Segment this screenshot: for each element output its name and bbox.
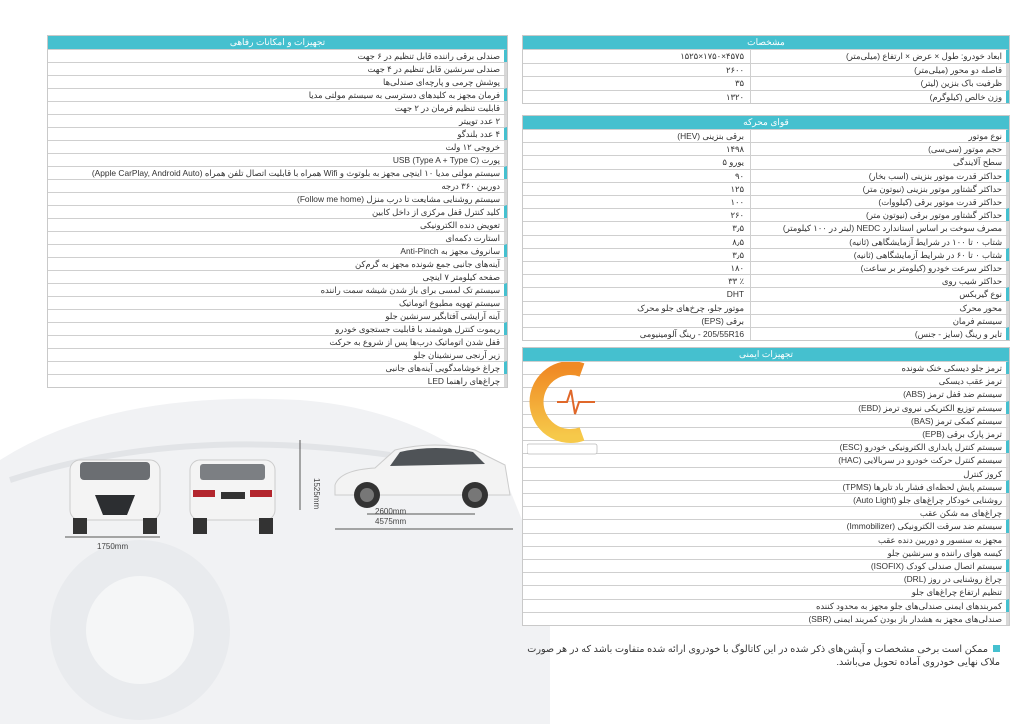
comfort-row bbox=[48, 75, 507, 88]
row-value: برقی بنزینی (HEV) bbox=[523, 130, 751, 142]
engine-row bbox=[523, 129, 1009, 142]
comfort-row bbox=[48, 140, 507, 153]
comfort-row bbox=[48, 101, 507, 114]
row-value: ۳٫۵ bbox=[523, 249, 751, 261]
row-label: شتاب ۰ تا ۶۰ در شرایط آزمایشگاهی (ثانیه) bbox=[853, 249, 1002, 260]
row-label: دوربین ۳۶۰ درجه bbox=[441, 181, 500, 191]
safety-title: تجهیزات ایمنی bbox=[523, 348, 1009, 361]
row-label: روشنایی خودکار چراغ‌های جلو (Auto Light) bbox=[853, 495, 1002, 506]
row-label: تنظیم ارتفاع چراغ‌های جلو bbox=[911, 587, 1002, 598]
width-dimension: 1750mm bbox=[97, 542, 129, 551]
safety-row bbox=[523, 480, 1009, 493]
disclaimer-text: ممکن است برخی مشخصات و آپشن‌های ذکر شده در این کاتالوگ با خودروی ارائه شده متفاوت باشد که در هر صورت ملاک نهایی خودروی آماده تحویل می‌باشد. bbox=[527, 644, 1000, 668]
row-label: چراغ روشنایی در روز (DRL) bbox=[903, 574, 1002, 585]
row-label: کمربندهای ایمنی صندلی‌های جلو مجهز به محدود کننده bbox=[816, 600, 1002, 611]
row-label: ابعاد خودرو: طول × عرض × ارتفاع (میلی‌متر) bbox=[846, 51, 1002, 61]
car-front-view bbox=[65, 460, 160, 537]
comfort-row bbox=[48, 166, 507, 179]
row-label: سیستم پایش لحظه‌ای فشار باد تایرها (TPMS) bbox=[842, 481, 1002, 492]
engine-row bbox=[523, 314, 1009, 327]
row-label: پورت USB (Type A + Type C) bbox=[392, 155, 500, 165]
row-label: محور محرک bbox=[959, 302, 1002, 313]
row-label: کلید کنترل قفل مرکزی از داخل کابین bbox=[372, 207, 500, 217]
row-label: صندلی‌های مجهز به هشدار باز بودن کمربند ایمنی (SBR) bbox=[808, 613, 1002, 624]
row-label: حداکثر قدرت موتور برقی (کیلووات) bbox=[878, 197, 1002, 208]
engine-row bbox=[523, 261, 1009, 274]
row-label: حداکثر گشتاور موتور بنزینی (نیوتون متر) bbox=[862, 183, 1002, 194]
comfort-row bbox=[48, 62, 507, 75]
engine-table bbox=[522, 115, 1010, 341]
row-label: حداکثر گشتاور موتور برقی (نیوتون متر) bbox=[866, 210, 1002, 221]
specs-row bbox=[523, 90, 1009, 104]
safety-row bbox=[523, 467, 1009, 480]
row-label: ظرفیت باک بنزین (لیتر) bbox=[920, 78, 1002, 88]
row-value: ۳٫۵ bbox=[523, 222, 751, 234]
comfort-row bbox=[48, 374, 507, 387]
comfort-row bbox=[48, 153, 507, 166]
height-dimension: 1525mm bbox=[312, 478, 321, 510]
engine-title: قوای محرکه bbox=[523, 116, 1009, 129]
row-label: ترمز پارک برقی (EPB) bbox=[922, 429, 1002, 440]
safety-row bbox=[523, 599, 1009, 612]
engine-row bbox=[523, 195, 1009, 208]
specs-row bbox=[523, 49, 1009, 63]
row-label: سیستم تک لمسی برای باز شدن شیشه سمت راننده bbox=[320, 285, 500, 295]
row-label: سیستم مولتی مدیا ۱۰ اینچی مجهز به بلوتوث و Wifi همراه با قابلیت اتصال تلفن همراه (Apple CarPlay, Android Auto) bbox=[91, 168, 500, 178]
comfort-row bbox=[48, 335, 507, 348]
engine-row bbox=[523, 301, 1009, 314]
row-label: سیستم اتصال صندلی کودک (ISOFIX) bbox=[870, 561, 1002, 572]
engine-row bbox=[523, 182, 1009, 195]
row-value: ۱۴۹۸ bbox=[523, 143, 751, 155]
comfort-row bbox=[48, 88, 507, 101]
row-label: ۲ عدد توییتر bbox=[459, 116, 500, 126]
row-label: تعویض دنده الکترونیکی bbox=[420, 220, 500, 230]
comfort-row bbox=[48, 231, 507, 244]
engine-row bbox=[523, 248, 1009, 261]
comfort-row bbox=[48, 114, 507, 127]
comfort-row bbox=[48, 192, 507, 205]
row-label: مجهز به سنسور و دوربین دنده عقب bbox=[878, 534, 1002, 545]
safety-row bbox=[523, 519, 1009, 532]
row-label: پوشش چرمی و پارچه‌ای صندلی‌ها bbox=[383, 77, 500, 87]
row-label: سیستم فرمان bbox=[952, 315, 1002, 326]
row-label: چراغ‌های راهنما LED bbox=[427, 376, 500, 386]
wheelbase-dimension: 2600mm bbox=[375, 507, 407, 516]
row-label: سیستم کنترل پایداری الکترونیکی خودرو (ESC) bbox=[839, 442, 1002, 453]
row-value: ۱۳۲۰ bbox=[523, 91, 751, 104]
row-value: ۲۶۰۰ bbox=[523, 64, 751, 77]
row-label: حداکثر سرعت خودرو (کیلومتر بر ساعت) bbox=[860, 263, 1002, 274]
row-value: ۳۵ bbox=[523, 77, 751, 90]
safety-row bbox=[523, 572, 1009, 585]
car-side-view bbox=[335, 445, 513, 529]
row-label: تایر و رینگ (سایز - جنس) bbox=[914, 329, 1002, 340]
safety-row bbox=[523, 559, 1009, 572]
length-dimension: 4575mm bbox=[375, 517, 407, 526]
comfort-row bbox=[48, 179, 507, 192]
safety-row bbox=[523, 612, 1009, 625]
row-label: سیستم ضد قفل ترمز (ABS) bbox=[903, 389, 1002, 400]
safety-row bbox=[523, 585, 1009, 598]
comfort-row bbox=[48, 283, 507, 296]
row-label: چراغ‌های مه شکن عقب bbox=[919, 508, 1002, 519]
row-label: مصرف سوخت بر اساس استاندارد NEDC (لیتر در ۱۰۰ کیلومتر) bbox=[782, 223, 1002, 234]
specs-row bbox=[523, 76, 1009, 90]
comfort-row bbox=[48, 244, 507, 257]
row-label: کروز کنترل bbox=[963, 468, 1002, 479]
logo-icon bbox=[527, 362, 607, 458]
comfort-row bbox=[48, 296, 507, 309]
engine-row bbox=[523, 235, 1009, 248]
row-label: صندلی سرنشین قابل تنظیم در ۴ جهت bbox=[367, 64, 500, 74]
bullet-square-icon bbox=[993, 645, 1000, 652]
row-label: خروجی ۱۲ ولت bbox=[445, 142, 500, 152]
row-value: ۸٫۵ bbox=[523, 236, 751, 248]
row-label: سیستم ضد سرقت الکترونیکی (Immobilizer) bbox=[846, 521, 1002, 532]
engine-row bbox=[523, 169, 1009, 182]
comfort-row bbox=[48, 309, 507, 322]
row-label: فرمان مجهز به کلیدهای دسترسی به سیستم مولتی مدیا bbox=[308, 90, 500, 100]
row-value: موتور جلو، چرخ‌های جلو محرک bbox=[523, 302, 751, 314]
engine-row bbox=[523, 142, 1009, 155]
comfort-row bbox=[48, 127, 507, 140]
row-value: ۱۲۵ bbox=[523, 183, 751, 195]
row-label: سیستم توزیع الکتریکی نیروی ترمز (EBD) bbox=[858, 402, 1002, 413]
row-label: سیستم کمکی ترمز (BAS) bbox=[911, 415, 1002, 426]
comfort-row bbox=[48, 270, 507, 283]
row-label: حداکثر قدرت موتور بنزینی (اسب بخار) bbox=[868, 170, 1002, 181]
row-label: صندلی برقی راننده قابل تنظیم در ۶ جهت bbox=[357, 51, 500, 61]
row-label: شتاب ۰ تا ۱۰۰ در شرایط آزمایشگاهی (ثانیه) bbox=[849, 236, 1002, 247]
comfort-row bbox=[48, 205, 507, 218]
row-label: ریموت کنترل هوشمند با قابلیت جستجوی خودرو bbox=[335, 324, 500, 334]
car-rear-view bbox=[190, 440, 300, 534]
row-label: حداکثر شیب روی bbox=[941, 276, 1002, 287]
engine-row bbox=[523, 208, 1009, 221]
engine-row bbox=[523, 274, 1009, 287]
row-label: سیستم تهویه مطبوع اتوماتیک bbox=[398, 298, 500, 308]
row-label: وزن خالص (کیلوگرم) bbox=[929, 91, 1002, 102]
safety-row bbox=[523, 493, 1009, 506]
row-label: نوع موتور bbox=[968, 131, 1002, 141]
row-label: ۴ عدد بلندگو bbox=[457, 129, 500, 139]
row-value: ۲۶۰ bbox=[523, 209, 751, 221]
specs-table bbox=[522, 35, 1010, 104]
row-label: فاصله دو محور (میلی‌متر) bbox=[914, 64, 1002, 75]
row-label: آینه‌های جانبی جمع شونده مجهز به گرم‌کن bbox=[354, 259, 500, 269]
row-label: استارت دکمه‌ای bbox=[445, 233, 500, 243]
row-value: ۱۰۰ bbox=[523, 196, 751, 208]
row-label: حجم موتور (سی‌سی) bbox=[928, 144, 1002, 155]
row-label: قابلیت تنظیم فرمان در ۲ جهت bbox=[394, 103, 500, 113]
row-label: سیستم روشنایی مشایعت تا درب منزل (Follow me home) bbox=[297, 194, 500, 204]
row-label: ترمز جلو دیسکی خنک شونده bbox=[901, 363, 1002, 373]
engine-row bbox=[523, 155, 1009, 168]
row-label: صفحه کیلومتر ۷ اینچی bbox=[422, 272, 500, 282]
disclaimer-note bbox=[525, 643, 1000, 669]
comfort-row bbox=[48, 322, 507, 335]
safety-row bbox=[523, 506, 1009, 519]
row-label: نوع گیربکس bbox=[959, 289, 1002, 300]
comfort-table bbox=[47, 35, 508, 388]
row-label: زیر آرنجی سرنشینان جلو bbox=[413, 350, 500, 360]
row-value: ٪ ۳۳ bbox=[523, 275, 751, 287]
row-value: ۴۵۷۵×۱۷۵۰×۱۵۲۵ bbox=[523, 50, 751, 63]
row-label: سیستم کنترل حرکت خودرو در سربالایی (HAC) bbox=[838, 455, 1002, 466]
comfort-title: تجهیزات و امکانات رفاهی bbox=[48, 36, 507, 49]
row-value: ۹۰ bbox=[523, 170, 751, 182]
specs-title: مشخصات bbox=[523, 36, 1009, 49]
row-value: برقی (EPS) bbox=[523, 315, 751, 327]
row-label: چراغ خوشامدگویی آینه‌های جانبی bbox=[385, 363, 500, 373]
row-value: DHT bbox=[523, 288, 751, 300]
comfort-row bbox=[48, 361, 507, 374]
comfort-row bbox=[48, 49, 507, 62]
comfort-row bbox=[48, 218, 507, 231]
engine-row bbox=[523, 327, 1009, 340]
comfort-row bbox=[48, 257, 507, 270]
safety-row bbox=[523, 546, 1009, 559]
row-label: سانروف مجهز به Anti-Pinch bbox=[400, 246, 500, 256]
row-label: آینه آرایشی آفتابگیر سرنشین جلو bbox=[385, 311, 500, 321]
row-value: ۱۸۰ bbox=[523, 262, 751, 274]
specs-row bbox=[523, 63, 1009, 77]
row-label: قفل شدن اتوماتیک درب‌ها پس از شروع به حرکت bbox=[329, 337, 500, 347]
row-value: 205/55R16 - رینگ آلومینیومی bbox=[523, 328, 751, 340]
row-label: کیسه هوای راننده و سرنشین جلو bbox=[887, 547, 1002, 558]
comfort-row bbox=[48, 348, 507, 361]
row-value: یورو ۵ bbox=[523, 156, 751, 168]
engine-row bbox=[523, 221, 1009, 234]
safety-row bbox=[523, 533, 1009, 546]
row-label: سطح آلایندگی bbox=[953, 157, 1002, 168]
row-label: ترمز عقب دیسکی bbox=[938, 376, 1002, 387]
engine-row bbox=[523, 287, 1009, 300]
